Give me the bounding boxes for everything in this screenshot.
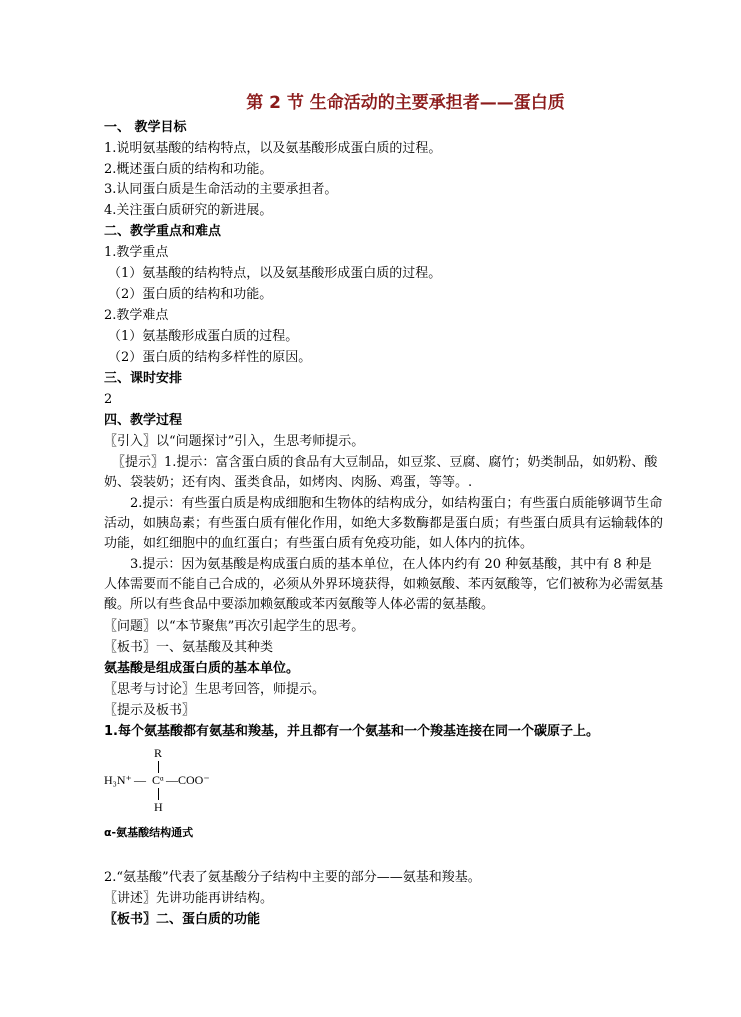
key-item: （2）蛋白质的结构和功能。 [108, 287, 273, 302]
bold-statement-2: 1.每个氨基酸都有氨基和羧基，并且都有一个氨基和一个羧基连接在同一个碳原子上。 [104, 724, 599, 739]
formula-r-group: R [154, 746, 163, 760]
formula-caption: α-氨基酸结构通式 [104, 826, 194, 839]
formula-dash: — [134, 773, 146, 787]
schedule-value: 2 [104, 392, 113, 407]
section-heading-schedule: 三、课时安排 [104, 371, 183, 386]
amino-acid-structure-formula [104, 746, 264, 816]
board-heading-2: 〖板书〗二、蛋白质的功能 [104, 912, 261, 927]
key-item: （1）氨基酸的结构特点，以及氨基酸形成蛋白质的过程。 [108, 266, 442, 281]
formula-hydrogen: H [154, 800, 163, 814]
lecture-line: 〖讲述〗先讲功能再讲结构。 [104, 891, 274, 906]
board-heading-1: 〖板书〗一、氨基酸及其种类 [104, 640, 274, 655]
question-line: 〖问题〗以“本节聚焦”再次引起学生的思考。 [104, 619, 365, 634]
difficulty-subheading: 2.教学难点 [104, 308, 169, 323]
hint-paragraph-2: 2.提示：有些蛋白质是构成细胞和生物体的结构成分，如结构蛋白；有些蛋白质能够调节生命活动，如胰岛素；有些蛋白质有催化作用，如绝大多数酶都是蛋白质；有些蛋白质具有运输载体的功能，如红细胞中的血红蛋白；有些蛋白质有免疫功能，如人体内的抗体。 [104, 496, 664, 551]
intro-line: 〖引入〗以“问题探讨”引入，生思考师提示。 [104, 434, 365, 449]
goal-item: 2.概述蛋白质的结构和功能。 [104, 162, 273, 177]
goal-item: 4.关注蛋白质研究的新进展。 [104, 203, 273, 218]
discussion-line: 〖思考与讨论〗生思考回答，师提示。 [104, 682, 326, 697]
difficulty-item: （2）蛋白质的结构多样性的原因。 [108, 350, 312, 365]
page-title: 第 2 节 生命活动的主要承担者——蛋白质 [246, 93, 565, 113]
goal-item: 1.说明氨基酸的结构特点，以及氨基酸形成蛋白质的过程。 [104, 141, 442, 156]
formula-carboxyl-group: —COO⁻ [166, 773, 210, 787]
goal-item: 3.认同蛋白质是生命活动的主要承担者。 [104, 182, 338, 197]
section-heading-key-points: 二、教学重点和难点 [104, 224, 222, 239]
key-subheading: 1.教学重点 [104, 245, 169, 260]
hint-board-line: 〖提示及板书〗 [104, 703, 196, 718]
section-heading-process: 四、教学过程 [104, 413, 183, 428]
difficulty-item: （1）氨基酸形成蛋白质的过程。 [108, 329, 299, 344]
hint-paragraph-1: 〖提示〗1.提示：富含蛋白质的食品有大豆制品，如豆浆、豆腐、腐竹；奶类制品，如奶粉、酸奶、袋装奶；还有肉、蛋类食品，如烤肉、肉肠、鸡蛋，等等。. [104, 455, 658, 490]
bold-statement-1: 氨基酸是组成蛋白质的基本单位。 [104, 661, 300, 676]
section-heading-goals: 一、 教学目标 [104, 120, 187, 135]
paragraph-amino-acid-name: 2.“氨基酸”代表了氨基酸分子结构中主要的部分——氨基和羧基。 [104, 870, 481, 885]
formula-alpha-carbon: Cᵅ [152, 773, 164, 787]
formula-amino-group: H₃N⁺ [104, 773, 132, 787]
hint-paragraph-3: 3.提示：因为氨基酸是构成蛋白质的基本单位，在人体内约有 20 种氨基酸，其中有 8 种是人体需要而不能自己合成的，必须从外界环境获得，如赖氨酸、苯丙氨酸等，它们被称为必需氨基酸。所以有些食品中要添加赖氨酸或苯丙氨酸等人体必需的氨基酸。 [104, 557, 664, 612]
